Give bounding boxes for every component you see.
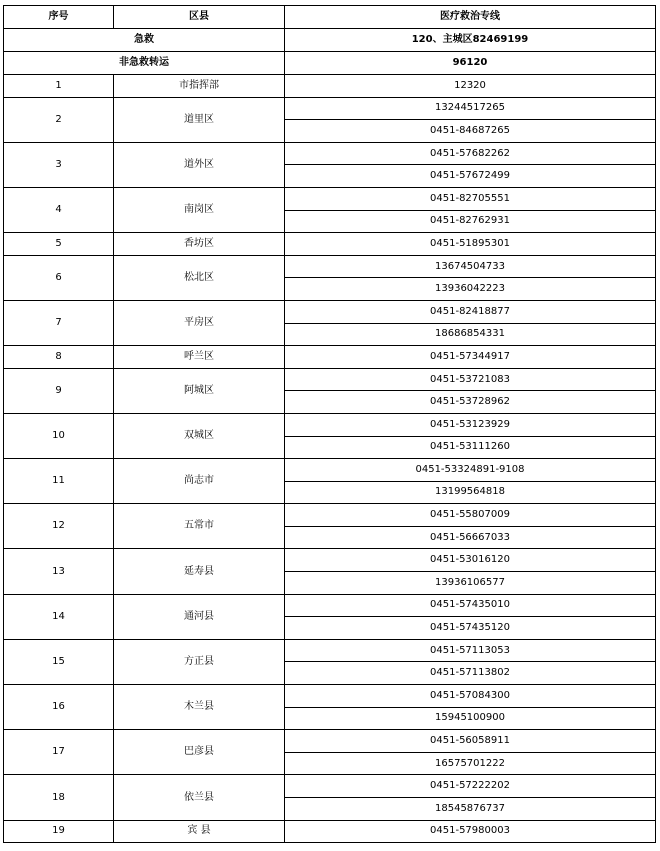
row-district: 双城区: [114, 413, 285, 458]
row-district: 宾 县: [114, 820, 285, 843]
row-hotline-number: 0451-57435120: [285, 617, 656, 640]
row-hotline-number: 0451-82705551: [285, 187, 656, 210]
table-row: [4, 504, 656, 527]
row-seq: 3: [4, 142, 114, 187]
table-row: [4, 97, 656, 120]
row-seq: 19: [4, 820, 114, 843]
row-seq: 15: [4, 639, 114, 684]
row-district: 五常市: [114, 504, 285, 549]
row-hotline-number: 13199564818: [285, 481, 656, 504]
row-district: 道里区: [114, 97, 285, 142]
row-hotline-number: 0451-57113053: [285, 639, 656, 662]
row-seq: 8: [4, 346, 114, 369]
row-district: 阿城区: [114, 368, 285, 413]
row-district: 巴彦县: [114, 730, 285, 775]
row-hotline-number: 0451-51895301: [285, 233, 656, 256]
emergency-number: 120、主城区82469199: [285, 29, 656, 52]
header-row: [4, 6, 656, 29]
table-row: [4, 233, 656, 256]
table-row: [4, 639, 656, 662]
row-hotline-number: 0451-56058911: [285, 730, 656, 753]
row-hotline-number: 0451-53728962: [285, 391, 656, 414]
row-district: 延寿县: [114, 549, 285, 594]
row-hotline-number: 0451-53016120: [285, 549, 656, 572]
table-row: [4, 368, 656, 391]
row-seq: 18: [4, 775, 114, 820]
table-row: [4, 685, 656, 708]
row-hotline-number: 0451-82762931: [285, 210, 656, 233]
row-hotline-number: 0451-57980003: [285, 820, 656, 843]
header-district: 区县: [114, 6, 285, 29]
row-hotline-number: 13936042223: [285, 278, 656, 301]
row-district: 南岗区: [114, 187, 285, 232]
row-hotline-number: 0451-57222202: [285, 775, 656, 798]
row-district: 方正县: [114, 639, 285, 684]
emergency-label: 急救: [4, 29, 285, 52]
row-hotline-number: 13244517265: [285, 97, 656, 120]
row-seq: 12: [4, 504, 114, 549]
row-seq: 13: [4, 549, 114, 594]
emergency-row: [4, 29, 656, 52]
table-row: [4, 142, 656, 165]
row-hotline-number: 0451-53721083: [285, 368, 656, 391]
row-district: 道外区: [114, 142, 285, 187]
row-district: 市指挥部: [114, 75, 285, 98]
row-hotline-number: 0451-53123929: [285, 413, 656, 436]
row-seq: 6: [4, 255, 114, 300]
header-hotline: 医疗救治专线: [285, 6, 656, 29]
row-hotline-number: 0451-56667033: [285, 526, 656, 549]
row-seq: 16: [4, 685, 114, 730]
row-hotline-number: 0451-57084300: [285, 685, 656, 708]
row-district: 松北区: [114, 255, 285, 300]
row-hotline-number: 0451-53111260: [285, 436, 656, 459]
row-seq: 9: [4, 368, 114, 413]
table-row: [4, 730, 656, 753]
row-seq: 5: [4, 233, 114, 256]
row-hotline-number: 18686854331: [285, 323, 656, 346]
row-district: 木兰县: [114, 685, 285, 730]
table-row: [4, 413, 656, 436]
row-district: 依兰县: [114, 775, 285, 820]
row-seq: 11: [4, 459, 114, 504]
transfer-row: [4, 52, 656, 75]
row-seq: 1: [4, 75, 114, 98]
table-body: [4, 29, 656, 843]
table-row: [4, 75, 656, 98]
table-row: [4, 300, 656, 323]
row-seq: 2: [4, 97, 114, 142]
row-hotline-number: 0451-57344917: [285, 346, 656, 369]
table-row: [4, 459, 656, 482]
row-district: 通河县: [114, 594, 285, 639]
row-hotline-number: 13674504733: [285, 255, 656, 278]
row-district: 呼兰区: [114, 346, 285, 369]
row-hotline-number: 0451-84687265: [285, 120, 656, 143]
row-seq: 4: [4, 187, 114, 232]
table-row: [4, 549, 656, 572]
table-row: [4, 255, 656, 278]
row-district: 平房区: [114, 300, 285, 345]
table-row: [4, 775, 656, 798]
row-seq: 7: [4, 300, 114, 345]
row-seq: 10: [4, 413, 114, 458]
row-hotline-number: 16575701222: [285, 752, 656, 775]
row-hotline-number: 0451-82418877: [285, 300, 656, 323]
table-row: [4, 346, 656, 369]
row-district: 尚志市: [114, 459, 285, 504]
row-hotline-number: 0451-57435010: [285, 594, 656, 617]
row-hotline-number: 0451-53324891-9108: [285, 459, 656, 482]
row-hotline-number: 0451-55807009: [285, 504, 656, 527]
hotline-table: [3, 5, 656, 843]
table-row: [4, 187, 656, 210]
row-hotline-number: 18545876737: [285, 798, 656, 821]
table-row: [4, 820, 656, 843]
transfer-label: 非急救转运: [4, 52, 285, 75]
header-seq: 序号: [4, 6, 114, 29]
row-hotline-number: 13936106577: [285, 572, 656, 595]
row-hotline-number: 0451-57113802: [285, 662, 656, 685]
row-hotline-number: 12320: [285, 75, 656, 98]
row-hotline-number: 0451-57682262: [285, 142, 656, 165]
row-seq: 17: [4, 730, 114, 775]
row-hotline-number: 0451-57672499: [285, 165, 656, 188]
table-row: [4, 594, 656, 617]
transfer-number: 96120: [285, 52, 656, 75]
row-hotline-number: 15945100900: [285, 707, 656, 730]
row-seq: 14: [4, 594, 114, 639]
row-district: 香坊区: [114, 233, 285, 256]
